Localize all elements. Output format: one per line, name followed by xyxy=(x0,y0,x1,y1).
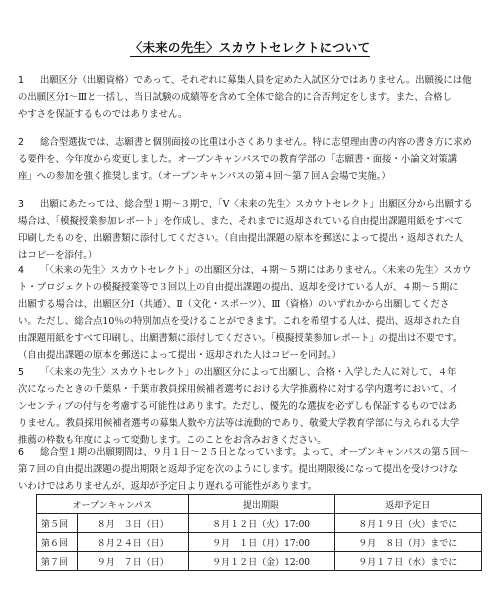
paragraph-line: 次になったときの千葉県・千葉市教員採用候補者選考における大学推薦枠に対する学内選考において、イ xyxy=(18,384,459,395)
round-cell: 第７回 xyxy=(37,552,78,571)
paragraph-line: 座」への参加を強く推奨します。（オープンキャンパスの第４回～第７回Ａ会場で実施。） xyxy=(18,171,391,182)
open-campus-date-cell: ８月 ３日（日） xyxy=(78,514,189,533)
document-title-text: 〈未来の先生〉スカウトセレクトについて xyxy=(129,40,371,55)
paragraph-number: 3 xyxy=(18,199,24,210)
paragraph-line: 総合型選抜では、志願書と個別面接の比重は小さくありません。特に志望理由書の内容の書き方に求め xyxy=(40,137,472,148)
return-date-cell: ９月 ８日（月）までに xyxy=(334,533,481,552)
return-date-cell: ８月１９日（火）までに xyxy=(334,514,481,533)
paragraph-line: はコピーを添付。） xyxy=(18,250,98,261)
paragraph-line: 出願にあたっては、総合型１期～３期で、「V〈未来の先生〉スカウトセレクト」出願区分から出願する xyxy=(40,199,473,210)
paragraph-line: の出願区分Ⅰ～Ⅲと一括し、当日試験の成績等を含めて全体で総合的に合否判定をします。また、合格し xyxy=(18,92,452,103)
column-header-open-campus: オープンキャンパス xyxy=(37,495,189,514)
paragraph-1 xyxy=(18,72,486,123)
paragraph-2 xyxy=(18,134,486,185)
paragraph-line: いわけではありませんが、返却が予定日より遅れる可能性があります。 xyxy=(18,481,318,492)
paragraph-number: 2 xyxy=(18,137,24,148)
paragraph-line: ト・プロジェクトの模擬授業等で３回以上の自由提出課題の提出、返却を受けている人が、４期～５期に xyxy=(18,282,459,293)
deadline-cell: ９月 １日（月）17:00 xyxy=(188,533,334,552)
deadline-cell: ９月１２日（金）12:00 xyxy=(188,552,334,571)
paragraph-line: 第７回の自由提出課題の提出期限と返却予定を次のようにします。提出期限後になって提出を受けつけな xyxy=(18,464,458,475)
paragraph-5 xyxy=(18,364,486,449)
return-date-cell: ９月１７日（水）までに xyxy=(334,552,481,571)
table-row xyxy=(37,514,482,533)
paragraph-line: やすさを保証するものではありません。 xyxy=(18,109,188,120)
paragraph-line: りません。教員採用候補者選考の募集人数や方法等は流動的であり、敬愛大学教育学部に与えられる大学 xyxy=(18,418,460,429)
paragraph-6 xyxy=(18,444,486,495)
document-title xyxy=(0,38,500,56)
column-header-return-date: 返却予定日 xyxy=(334,495,481,514)
paragraph-line: 「〈未来の先生〉スカウトセレクト」の出願区分は、４期～５期にはありません。〈未来の先生〉スカウ xyxy=(40,265,472,276)
round-cell: 第５回 xyxy=(37,514,78,533)
paragraph-line: 推薦の枠数も年度によって変動します。このことをお含みおきください。 xyxy=(18,435,327,446)
paragraph-line: 由課題用紙をすべて印刷し、出願書類に添付してください。「模擬授業参加レポート」の提出は不要です。 xyxy=(18,333,463,344)
paragraph-line: る要件を、今年度から変更しました。オープンキャンパスでの教育学部の「志願書・面接・小論文対策講 xyxy=(18,154,458,165)
paragraph-number: 4 xyxy=(18,265,24,276)
paragraph-line: ンセンティブの付与を考慮する可能性はあります。ただし、優先的な選抜を必ずしも保証するものではあ xyxy=(18,401,458,412)
paragraph-line: （自由提出課題の原本を郵送によって提出・返却された人はコピーを同封。） xyxy=(18,350,342,361)
paragraph-number: 5 xyxy=(18,367,24,378)
paragraph-line: 「〈未来の先生〉スカウトセレクト」の出願区分によって出願し、合格・入学した人に対して、４年 xyxy=(40,367,457,378)
paragraph-4 xyxy=(18,262,486,364)
paragraph-3 xyxy=(18,196,486,264)
deadline-cell: ８月１２日（火）17:00 xyxy=(188,514,334,533)
paragraph-number: 1 xyxy=(18,75,24,86)
paragraph-number: 6 xyxy=(18,447,24,458)
open-campus-date-cell: ８月２４日（日） xyxy=(78,533,189,552)
paragraph-line: い。ただし、総合点10％の特別加点を受けることができます。これを希望する人は、提出、返却された自 xyxy=(18,316,461,327)
paragraph-line: 出願区分（出願資格）であって、それぞれに募集人員を定めた入試区分ではありません。出願後には他 xyxy=(40,75,472,86)
round-cell: 第６回 xyxy=(37,533,78,552)
table-header-row xyxy=(37,495,482,514)
table-row xyxy=(37,533,482,552)
paragraph-line: 印刷したものを、出願書類に添付してください。（自由提出課題の原本を郵送によって提出・返却された人 xyxy=(18,233,464,244)
column-header-deadline: 提出期限 xyxy=(188,495,334,514)
paragraph-line: 場合は、「模擬授業参加レポート」を作成し、また、それまでに返却されている自由提出課題用紙をすべて xyxy=(18,216,464,227)
open-campus-date-cell: ９月 ７日（日） xyxy=(78,552,189,571)
table-row xyxy=(37,552,482,571)
paragraph-line: 総合型１期の出願期間は、９月１日～２５日となっています。よって、オープンキャンパスの第５回～ xyxy=(40,447,469,458)
schedule-table xyxy=(36,494,482,571)
paragraph-line: 出願する場合は、出願区分Ⅰ（共通）、Ⅱ（文化・スポーツ）、Ⅲ（資格）のいずれかから出願してくださ xyxy=(18,299,450,310)
